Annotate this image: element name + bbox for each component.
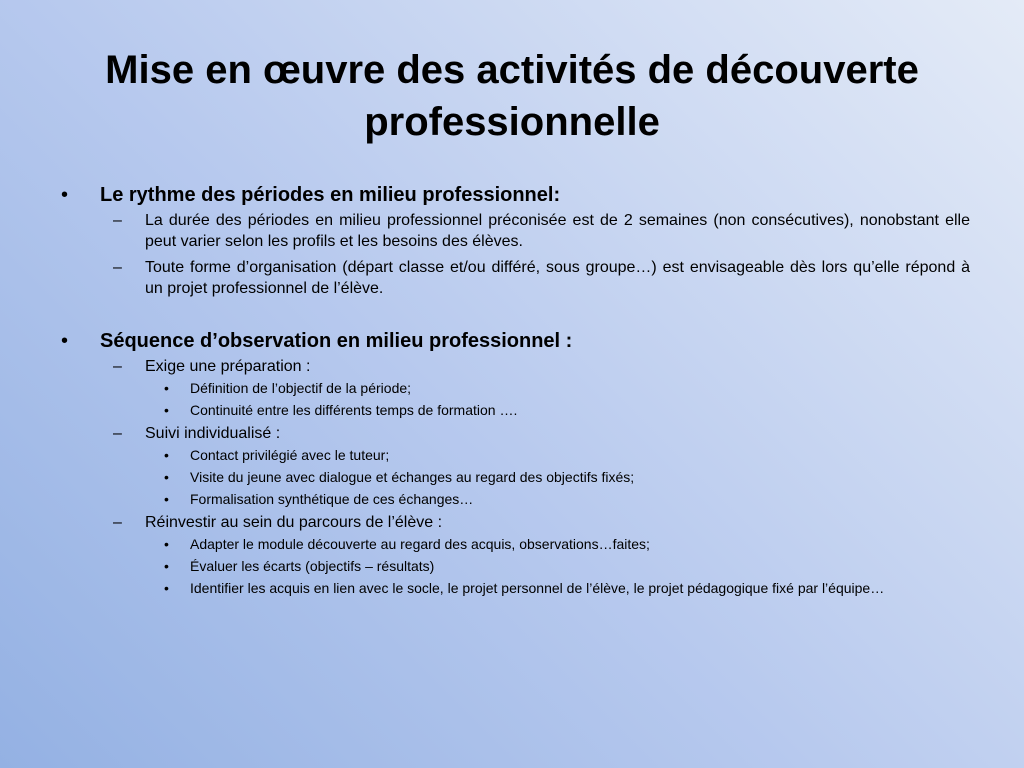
section-heading-text: Séquence d’observation en milieu professionnel : <box>100 330 573 352</box>
sub-list-item-text: Contact privilégié avec le tuteur; <box>190 447 390 463</box>
list-item <box>60 257 970 299</box>
slide-title: Mise en œuvre des activités de découverte professionnelle <box>105 48 919 144</box>
sub-list-item-text: Identifier les acquis en lien avec le socle, le projet personnel de l’élève, le projet pédagogique fixé par l’équipe… <box>190 580 885 596</box>
list-item-text: Réinvestir au sein du parcours de l’élève : <box>145 514 443 531</box>
sub-list-item <box>60 379 970 397</box>
section-heading <box>60 328 970 354</box>
sub-list-item <box>60 557 970 575</box>
sub-bullet-icon: • <box>164 536 169 552</box>
list-item-text: Exige une préparation : <box>145 358 311 375</box>
sub-bullet-icon: • <box>164 402 169 418</box>
sub-bullet-icon: • <box>164 580 169 596</box>
sub-bullet-icon: • <box>164 469 169 485</box>
sub-list-item-text: Continuité entre les différents temps de formation …. <box>190 402 518 418</box>
sub-list-item <box>60 490 970 508</box>
list-item <box>60 210 970 252</box>
sub-list-item-text: Évaluer les écarts (objectifs – résultats) <box>190 558 435 574</box>
dash-icon: – <box>113 514 122 531</box>
sub-bullet-icon: • <box>164 447 169 463</box>
sub-list-item <box>60 401 970 419</box>
sub-list-item-text: Visite du jeune avec dialogue et échanges au regard des objectifs fixés; <box>190 469 635 485</box>
slide-content <box>60 182 970 601</box>
list-item-text: Suivi individualisé : <box>145 425 281 442</box>
sub-bullet-icon: • <box>164 558 169 574</box>
list-item-text: Toute forme d’organisation (départ classe et/ou différé, sous groupe…) est envisageable dès lors qu’elle répond à un projet professionnel de l’élève. <box>145 259 970 297</box>
dash-icon: – <box>113 259 122 276</box>
dash-icon: – <box>113 358 122 375</box>
sub-list-item <box>60 468 970 486</box>
section-heading-text: Le rythme des périodes en milieu professionnel: <box>100 184 561 206</box>
dash-icon: – <box>113 425 122 442</box>
sub-list-item-text: Formalisation synthétique de ces échanges… <box>190 491 474 507</box>
list-item <box>60 423 970 444</box>
sub-bullet-icon: • <box>164 380 169 396</box>
section-spacer <box>60 304 970 328</box>
dash-icon: – <box>113 212 122 229</box>
list-item-text: La durée des périodes en milieu professionnel préconisée est de 2 semaines (non consécutives), nonobstant elle peut varier selon les profils et les besoins des élèves. <box>145 212 970 250</box>
bullet-icon: • <box>61 330 69 352</box>
list-item <box>60 356 970 377</box>
sub-list-item-text: Adapter le module découverte au regard des acquis, observations…faites; <box>190 536 650 552</box>
sub-list-item <box>60 446 970 464</box>
sub-list-item-text: Définition de l’objectif de la période; <box>190 380 412 396</box>
section-heading <box>60 182 970 208</box>
sub-bullet-icon: • <box>164 491 169 507</box>
sub-list-item <box>60 579 970 597</box>
list-item <box>60 512 970 533</box>
sub-list-item <box>60 535 970 553</box>
bullet-icon: • <box>61 184 69 206</box>
